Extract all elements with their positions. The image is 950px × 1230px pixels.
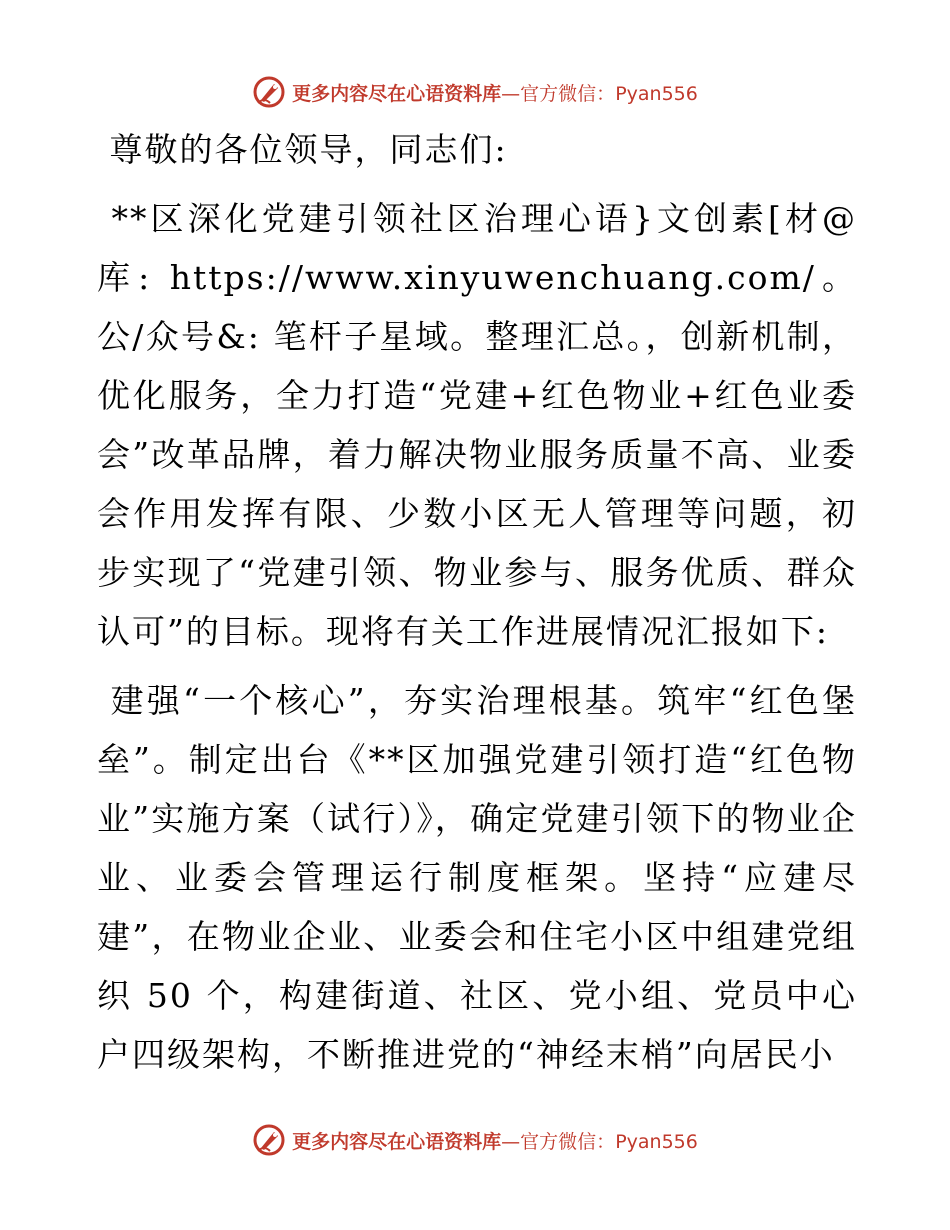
banner-wechat-label: 官方微信 [520, 1130, 597, 1153]
banner-wechat-label: 官方微信 [520, 82, 597, 105]
banner-separator: ： [596, 1130, 616, 1153]
banner-dash: — [501, 1130, 521, 1153]
banner-text [292, 1127, 698, 1154]
banner-wechat-id: Pyan556 [615, 1130, 698, 1153]
paragraph-intro: **区深化党建引领社区治理心语}文创素[材@库: https://www.xinyuwenchuang.com/。公/众号&: 笔杆子星域。整理汇总。，创新机制，优化服务，全力打造“党建+红色物业+红色业委会”改革品牌，着力解决物业服务质量不高、业委会作用发挥有限、少数小区无人管理等问题，初步实现了“党建引领、物业参与、服务优质、群众认可”的目标。现将有关工作进展情况汇报如下: [97, 199, 857, 651]
banner-lead: 更多内容尽在心语资料库 [292, 1130, 502, 1153]
banner-wechat-id: Pyan556 [615, 82, 698, 105]
paragraph-salutation: 尊敬的各位领导，同志们: [97, 130, 508, 169]
pen-nib-logo-icon [252, 1123, 286, 1157]
banner-lead: 更多内容尽在心语资料库 [292, 82, 502, 105]
banner-separator: ： [596, 82, 616, 105]
pen-nib-logo-icon [252, 75, 286, 109]
document-body [97, 120, 857, 1084]
footer-banner [0, 1120, 950, 1160]
header-banner [0, 72, 950, 112]
banner-dash: — [501, 82, 521, 105]
banner-text [292, 79, 698, 106]
paragraph-core: 建强“一个核心”，夯实治理根基。筑牢“红色堡垒”。制定出台《**区加强党建引领打造“红色物业”实施方案（试行）》，确定党建引领下的物业企业、业委会管理运行制度框架。坚持“应建尽建”，在物业企业、业委会和住宅小区中组建党组织 50 个，构建街道、社区、党小组、党员中心户四级架构，不断推进党的“神经末梢”向居民小 [97, 681, 857, 1074]
